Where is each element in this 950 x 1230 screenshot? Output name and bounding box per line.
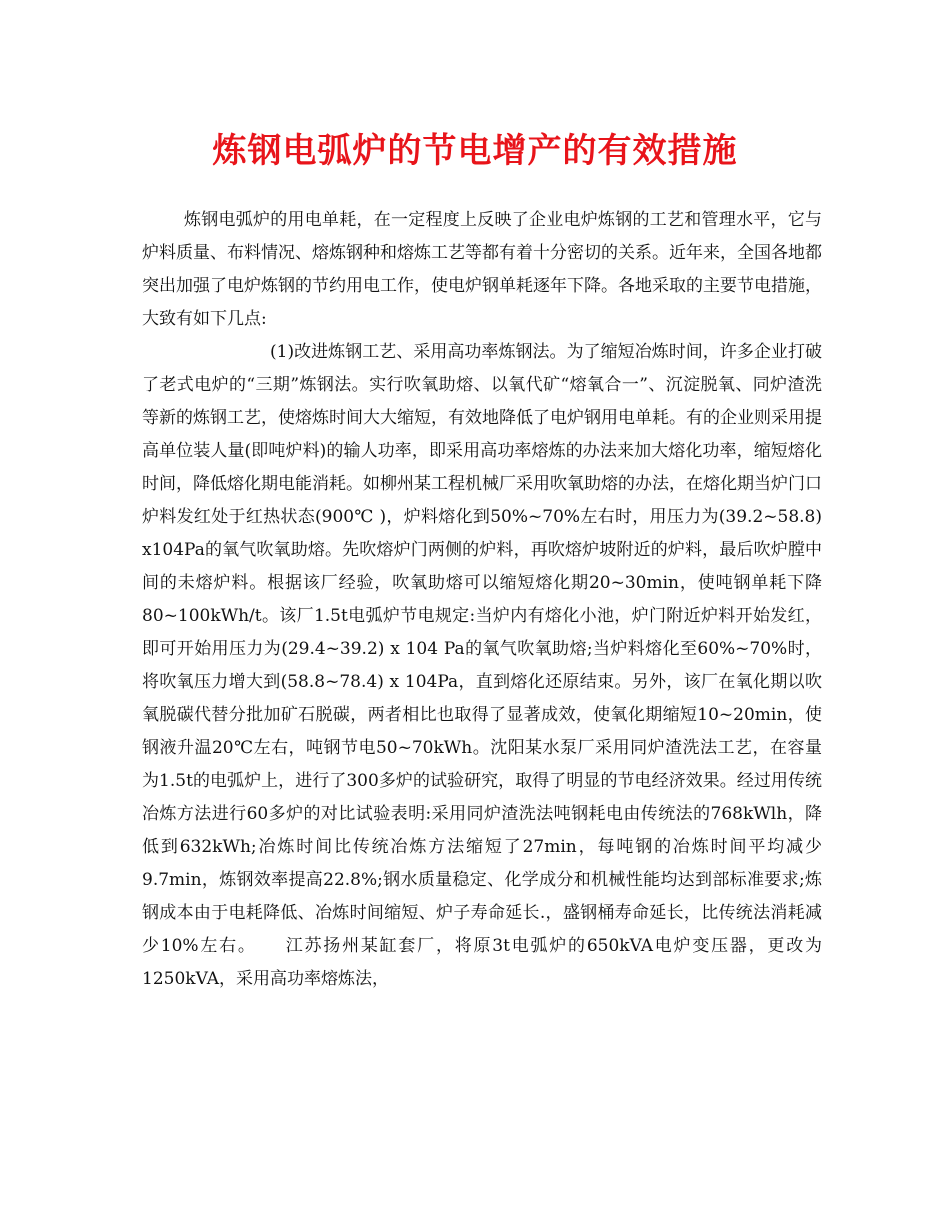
paragraph-measure-1: (1)改进炼钢工艺、采用高功率炼钢法。为了缩短冶炼时间，许多企业打破了老式电炉的“三期”炼钢法。实行吹氧助熔、以氧代矿“熔氧合一”、沉淀脱氧、同炉渣洗等新的炼钢工艺，使熔炼时间大大缩短，有效地降低了电炉钢用电单耗。有的企业则采用提高单位装人量(即吨炉料)的输人功率，即采用高功率熔炼的办法来加大熔化功率，缩短熔化时间，降低熔化期电能消耗。如柳州某工程机械厂采用吹氧助熔的办法，在熔化期当炉门口炉料发红处于红热状态(900℃ )，炉料熔化到50%~70%左右时，用压力为(39.2~58.8) x104Pa的氧气吹氧助熔。先吹熔炉门两侧的炉料，再吹熔炉坡附近的炉料，最后吹炉膛中间的未熔炉料。根据该厂经验，吹氧助熔可以缩短熔化期20~30min，使吨钢单耗下降80~100kWh/t。该厂1.5t电弧炉节电规定:当炉内有熔化小池，炉门附近炉料开始发红，即可开始用压力为(29.4~39.2) x 104 Pa的氧气吹氧助熔;当炉料熔化至60%~70%时，将吹氧压力增大到(58.8~78.4) x 104Pa，直到熔化还原结束。另外，该厂在氧化期以吹氧脱碳代替分批加矿石脱碳，两者相比也取得了显著成效，使氧化期缩短10~20min，使钢液升温20℃左右，吨钢节电50~70kWh。沈阳某水泵厂采用同炉渣洗法工艺，在容量为1.5t的电弧炉上，进行了300多炉的试验研究，取得了明显的节电经济效果。经过用传统冶炼方法进行60多炉的对比试验表明:采用同炉渣洗法吨钢耗电由传统法的768kWlh，降低到632kWh;冶炼时间比传统冶炼方法缩短了27min，每吨钢的冶炼时间平均减少9.7min，炼钢效率提高22.8%;钢水质量稳定、化学成分和机械性能均达到部标准要求;炼钢成本由于电耗降低、冶炼时间缩短、炉子寿命延长.，盛钢桶寿命延长，比传统法消耗减少10%左右。 江苏扬州某缸套厂，将原3t电弧炉的650kVA电炉变压器，更改为1250kVA，采用高功率熔炼法，: [142, 342, 822, 989]
document-body: [142, 204, 822, 996]
document-title: 炼钢电弧炉的节电增产的有效措施: [212, 131, 738, 171]
paragraph-intro: 炼钢电弧炉的用电单耗，在一定程度上反映了企业电炉炼钢的工艺和管理水平，它与炉料质量、布料情况、熔炼钢种和熔炼工艺等都有着十分密切的关系。近年来，全国各地都突出加强了电炉炼钢的节约用电工作，使电炉钢单耗逐年下降。各地采取的主要节电措施，大致有如下几点:: [142, 210, 822, 329]
